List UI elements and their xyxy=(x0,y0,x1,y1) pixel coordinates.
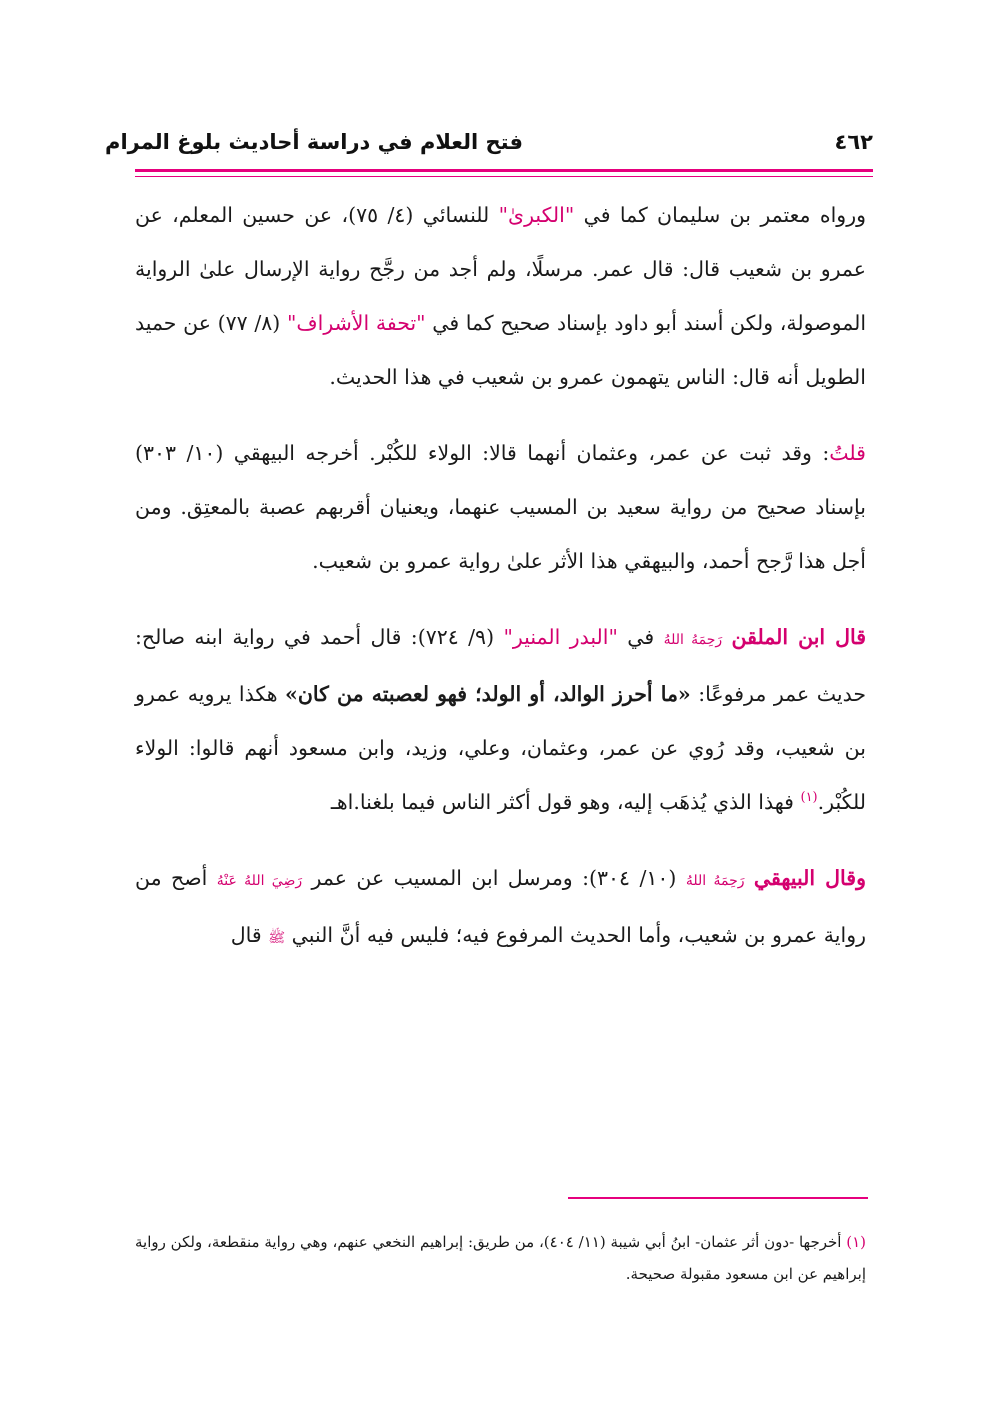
text-run: هكذا يرويه عمرو بن شعيب، وقد رُوي عن عمر، وعثمان، وعلي، وزيد، وابن مسعود أنهم قالوا: الولاء للكُبْر. xyxy=(135,682,866,814)
text-run: في xyxy=(617,625,664,649)
honorific: رَحِمَهُ اللهُ xyxy=(663,632,723,648)
text-run: فهذا الذي يُذهَب إليه، وهو قول أكثر الناس فيما بلغنا.اهـ xyxy=(330,790,801,814)
main-text xyxy=(135,188,866,987)
honorific: رَضِيَ اللهُ عَنْهُ xyxy=(216,873,303,889)
text-run: ورواه معتمر بن سليمان كما في xyxy=(574,203,867,227)
footnote-separator xyxy=(568,1197,868,1199)
paragraph-lead: قال ابن الملقن xyxy=(731,625,867,649)
footnote xyxy=(135,1226,866,1290)
text-run: (١٠/ ٣٠٤): ومرسل ابن المسيب عن عمر xyxy=(302,866,686,890)
text-run: (٨/ ٧٧) عن حميد الطويل أنه قال: الناس يتهمون عمرو بن شعيب في هذا الحديث. xyxy=(135,311,866,389)
page-number: ٤٦٢ xyxy=(834,130,873,154)
paragraph-1 xyxy=(135,188,866,404)
paragraph-3 xyxy=(135,610,866,829)
paragraph-4 xyxy=(135,851,866,965)
text-run: : وقد ثبت عن عمر، وعثمان أنهما قالا: الولاء للكُبْر. أخرجه البيهقي (١٠/ ٣٠٣) بإسناد صحيح من رواية سعيد بن المسيب عنهما، ويعنيان أقربهم عصبة بالمعتِق. ومن أجل هذا رَّجح أحمد، والبيهقي هذا الأثر علىٰ رواية عمرو بن شعيب. xyxy=(135,441,866,573)
header-rule-thin xyxy=(135,176,873,177)
footnote-reference[interactable]: (١) xyxy=(800,790,818,806)
text-run: للنسائي (٤/ ٧٥)، عن حسين المعلم، عن عمرو بن شعيب قال: قال عمر. مرسلًا، ولم أجد من رجَّح رواية الإرسال علىٰ الرواية الموصولة، ولكن أسند أبو داود بإسناد صحيح كما في xyxy=(135,203,867,335)
running-title: فتح العلام في دراسة أحاديث بلوغ المرام xyxy=(105,130,523,154)
text-run: قال xyxy=(230,923,269,947)
honorific: ﷺ xyxy=(268,930,286,946)
footnote-number: (١) xyxy=(846,1233,867,1251)
paragraph-lead: قلتُ xyxy=(829,441,866,465)
book-title: "الكبرىٰ" xyxy=(498,203,575,227)
hadith-quote: «ما أحرز الوالد، أو الولد؛ فهو لعصبته من كان» xyxy=(285,682,691,706)
honorific: رَحِمَهُ اللهُ xyxy=(685,873,745,889)
text-run: (٩/ ٧٢٤): قال أحمد في رواية ابنه صالح: حديث عمر مرفوعًا: xyxy=(135,625,867,706)
footnote-text: أخرجها -دون أثر عثمان- ابنُ أبي شيبة (١١/ ٤٠٤)، من طريق: إبراهيم النخعي عنهم، وهي رواية منقطعة، ولكن رواية إبراهيم عن ابن مسعود مقبولة صحيحة. xyxy=(135,1233,866,1283)
page-header xyxy=(105,128,873,164)
paragraph-2 xyxy=(135,426,866,588)
text-run: أصح من رواية عمرو بن شعيب، وأما الحديث المرفوع فيه؛ فليس فيه أنَّ النبي xyxy=(135,866,866,947)
paragraph-lead: وقال البيهقي xyxy=(753,866,866,890)
book-title: "تحفة الأشراف" xyxy=(286,311,426,335)
book-title: "البدر المنير" xyxy=(503,625,618,649)
header-rule-thick xyxy=(135,169,873,172)
